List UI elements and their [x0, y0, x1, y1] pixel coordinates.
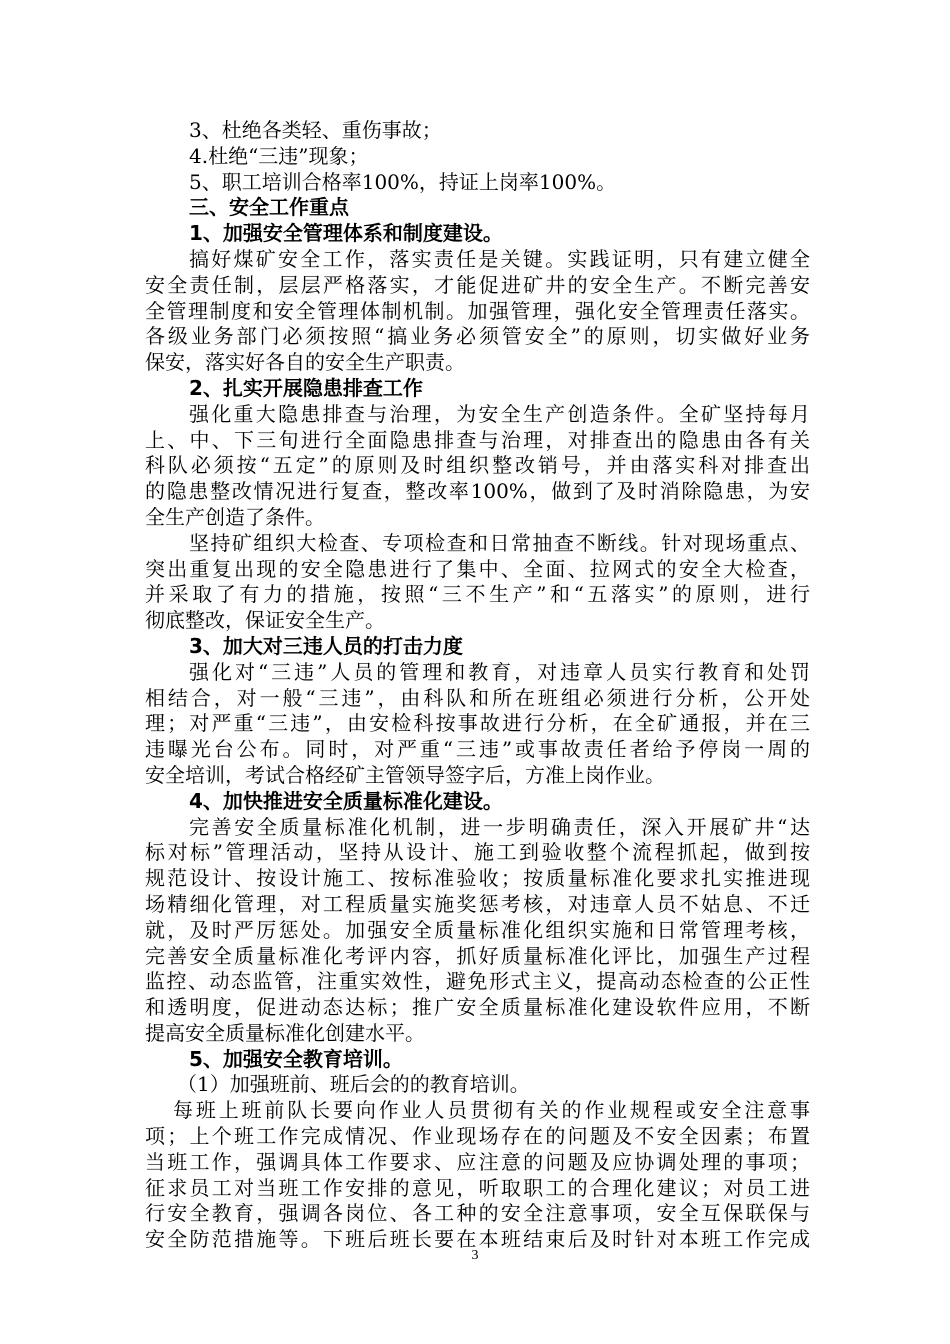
text-line: 标对标”管理活动，坚持从设计、施工到验收整个流程抓起，做到按 — [145, 840, 810, 865]
text-line: 并采取了有力的措施，按照“三不生产”和“五落实”的原则，进行 — [145, 582, 810, 607]
text-line: 科队必须按“五定”的原则及时组织整改销号，并由落实科对排查出 — [145, 453, 810, 478]
text-line: 就，及时严厉惩处。加强安全质量标准化组织实施和日常管理考核， — [145, 917, 810, 942]
text-line: 监控、动态监管，注重实效性，避免形式主义，提高动态检查的公正性 — [145, 969, 810, 994]
text-line: 的隐患整改情况进行复查，整改率100%，做到了及时消除隐患，为安 — [145, 479, 810, 504]
text-line: 安全防范措施等。下班后班长要在本班结束后及时针对本班工作完成 — [145, 1227, 810, 1252]
text-line: 各级业务部门必须按照“搞业务必须管安全”的原则，切实做好业务 — [145, 324, 810, 349]
text-line: 强化对“三违”人员的管理和教育，对违章人员实行教育和处罚 — [189, 659, 810, 684]
text-line: 3、杜绝各类轻、重伤事故； — [189, 118, 442, 142]
text-line: 坚持矿组织大检查、专项检查和日常抽查不断线。针对现场重点、 — [189, 530, 810, 555]
text-line: 每班上班前队长要向作业人员贯彻有关的作业规程或安全注意事 — [173, 1098, 810, 1123]
text-line: 上、中、下三旬进行全面隐患排查与治理，对排查出的隐患由各有关 — [145, 427, 810, 452]
text-line: 和透明度，促进动态达标；推广安全质量标准化建设软件应用，不断 — [145, 995, 810, 1020]
text-line: 理；对严重“三违”，由安检科按事故进行分析，在全矿通报，并在三 — [145, 711, 810, 736]
text-line: 搞好煤矿安全工作，落实责任是关键。实践证明，只有建立健全 — [189, 246, 810, 271]
text-line: 规范设计、按设计施工、按标准验收；按质量标准化要求扎实推进现 — [145, 866, 810, 891]
text-line: 征求员工对当班工作安排的意见，听取职工的合理化建议；对员工进 — [145, 1175, 810, 1200]
text-line: 行安全教育，强调各岗位、各工种的安全注意事项，安全互保联保与 — [145, 1201, 810, 1226]
document-body — [145, 118, 810, 1253]
text-line: （1）加强班前、班后会的的教育培训。 — [177, 1072, 530, 1097]
page-number: 3 — [471, 1248, 479, 1263]
text-line: 安全培训，考试合格经矿主管领导签字后，方准上岗作业。 — [145, 762, 665, 787]
section-heading: 三、安全工作重点 — [189, 195, 349, 220]
text-line: 安全责任制，层层严格落实，才能促进矿井的安全生产。不断完善安 — [145, 272, 810, 297]
text-line: 突出重复出现的安全隐患进行了集中、全面、拉网式的安全大检查， — [145, 556, 810, 581]
text-line: 相结合，对一般“三违”，由科队和所在班组必须进行分析，公开处 — [145, 685, 810, 710]
text-line: 当班工作，强调具体工作要求、应注意的问题及应协调处理的事项； — [145, 1149, 810, 1174]
text-line: 提高安全质量标准化创建水平。 — [145, 1020, 425, 1045]
section-heading: 2、扎实开展隐患排查工作 — [189, 375, 423, 400]
text-line: 全生产创造了条件。 — [145, 504, 325, 529]
section-heading: 1、加强安全管理体系和制度建设。 — [189, 221, 503, 246]
text-line: 完善安全质量标准化机制，进一步明确责任，深入开展矿井“达 — [189, 814, 810, 839]
text-line: 完善安全质量标准化考评内容，抓好质量标准化评比，加强生产过程 — [145, 943, 810, 968]
text-line: 5、职工培训合格率100%，持证上岗率100%。 — [189, 169, 617, 194]
text-line: 违曝光台公布。同时，对严重“三违”或事故责任者给予停岗一周的 — [145, 737, 810, 762]
text-line: 强化重大隐患排查与治理，为安全生产创造条件。全矿坚持每月 — [189, 401, 810, 426]
section-heading: 3、加大对三违人员的打击力度 — [189, 633, 463, 658]
text-line: 场精细化管理，对工程质量实施奖惩考核，对违章人员不姑息、不迁 — [145, 891, 810, 916]
text-line: 项；上个班工作完成情况、作业现场存在的问题及不安全因素；布置 — [145, 1124, 810, 1149]
text-line: 4.杜绝“三违”现象； — [189, 143, 369, 168]
section-heading: 4、加快推进安全质量标准化建设。 — [189, 788, 503, 813]
text-line: 全管理制度和安全管理体制机制。加强管理，强化安全管理责任落实。 — [145, 298, 810, 323]
text-line: 保安，落实好各自的安全生产职责。 — [145, 350, 465, 375]
section-heading: 5、加强安全教育培训。 — [189, 1046, 403, 1071]
text-line: 彻底整改，保证安全生产。 — [145, 608, 385, 633]
